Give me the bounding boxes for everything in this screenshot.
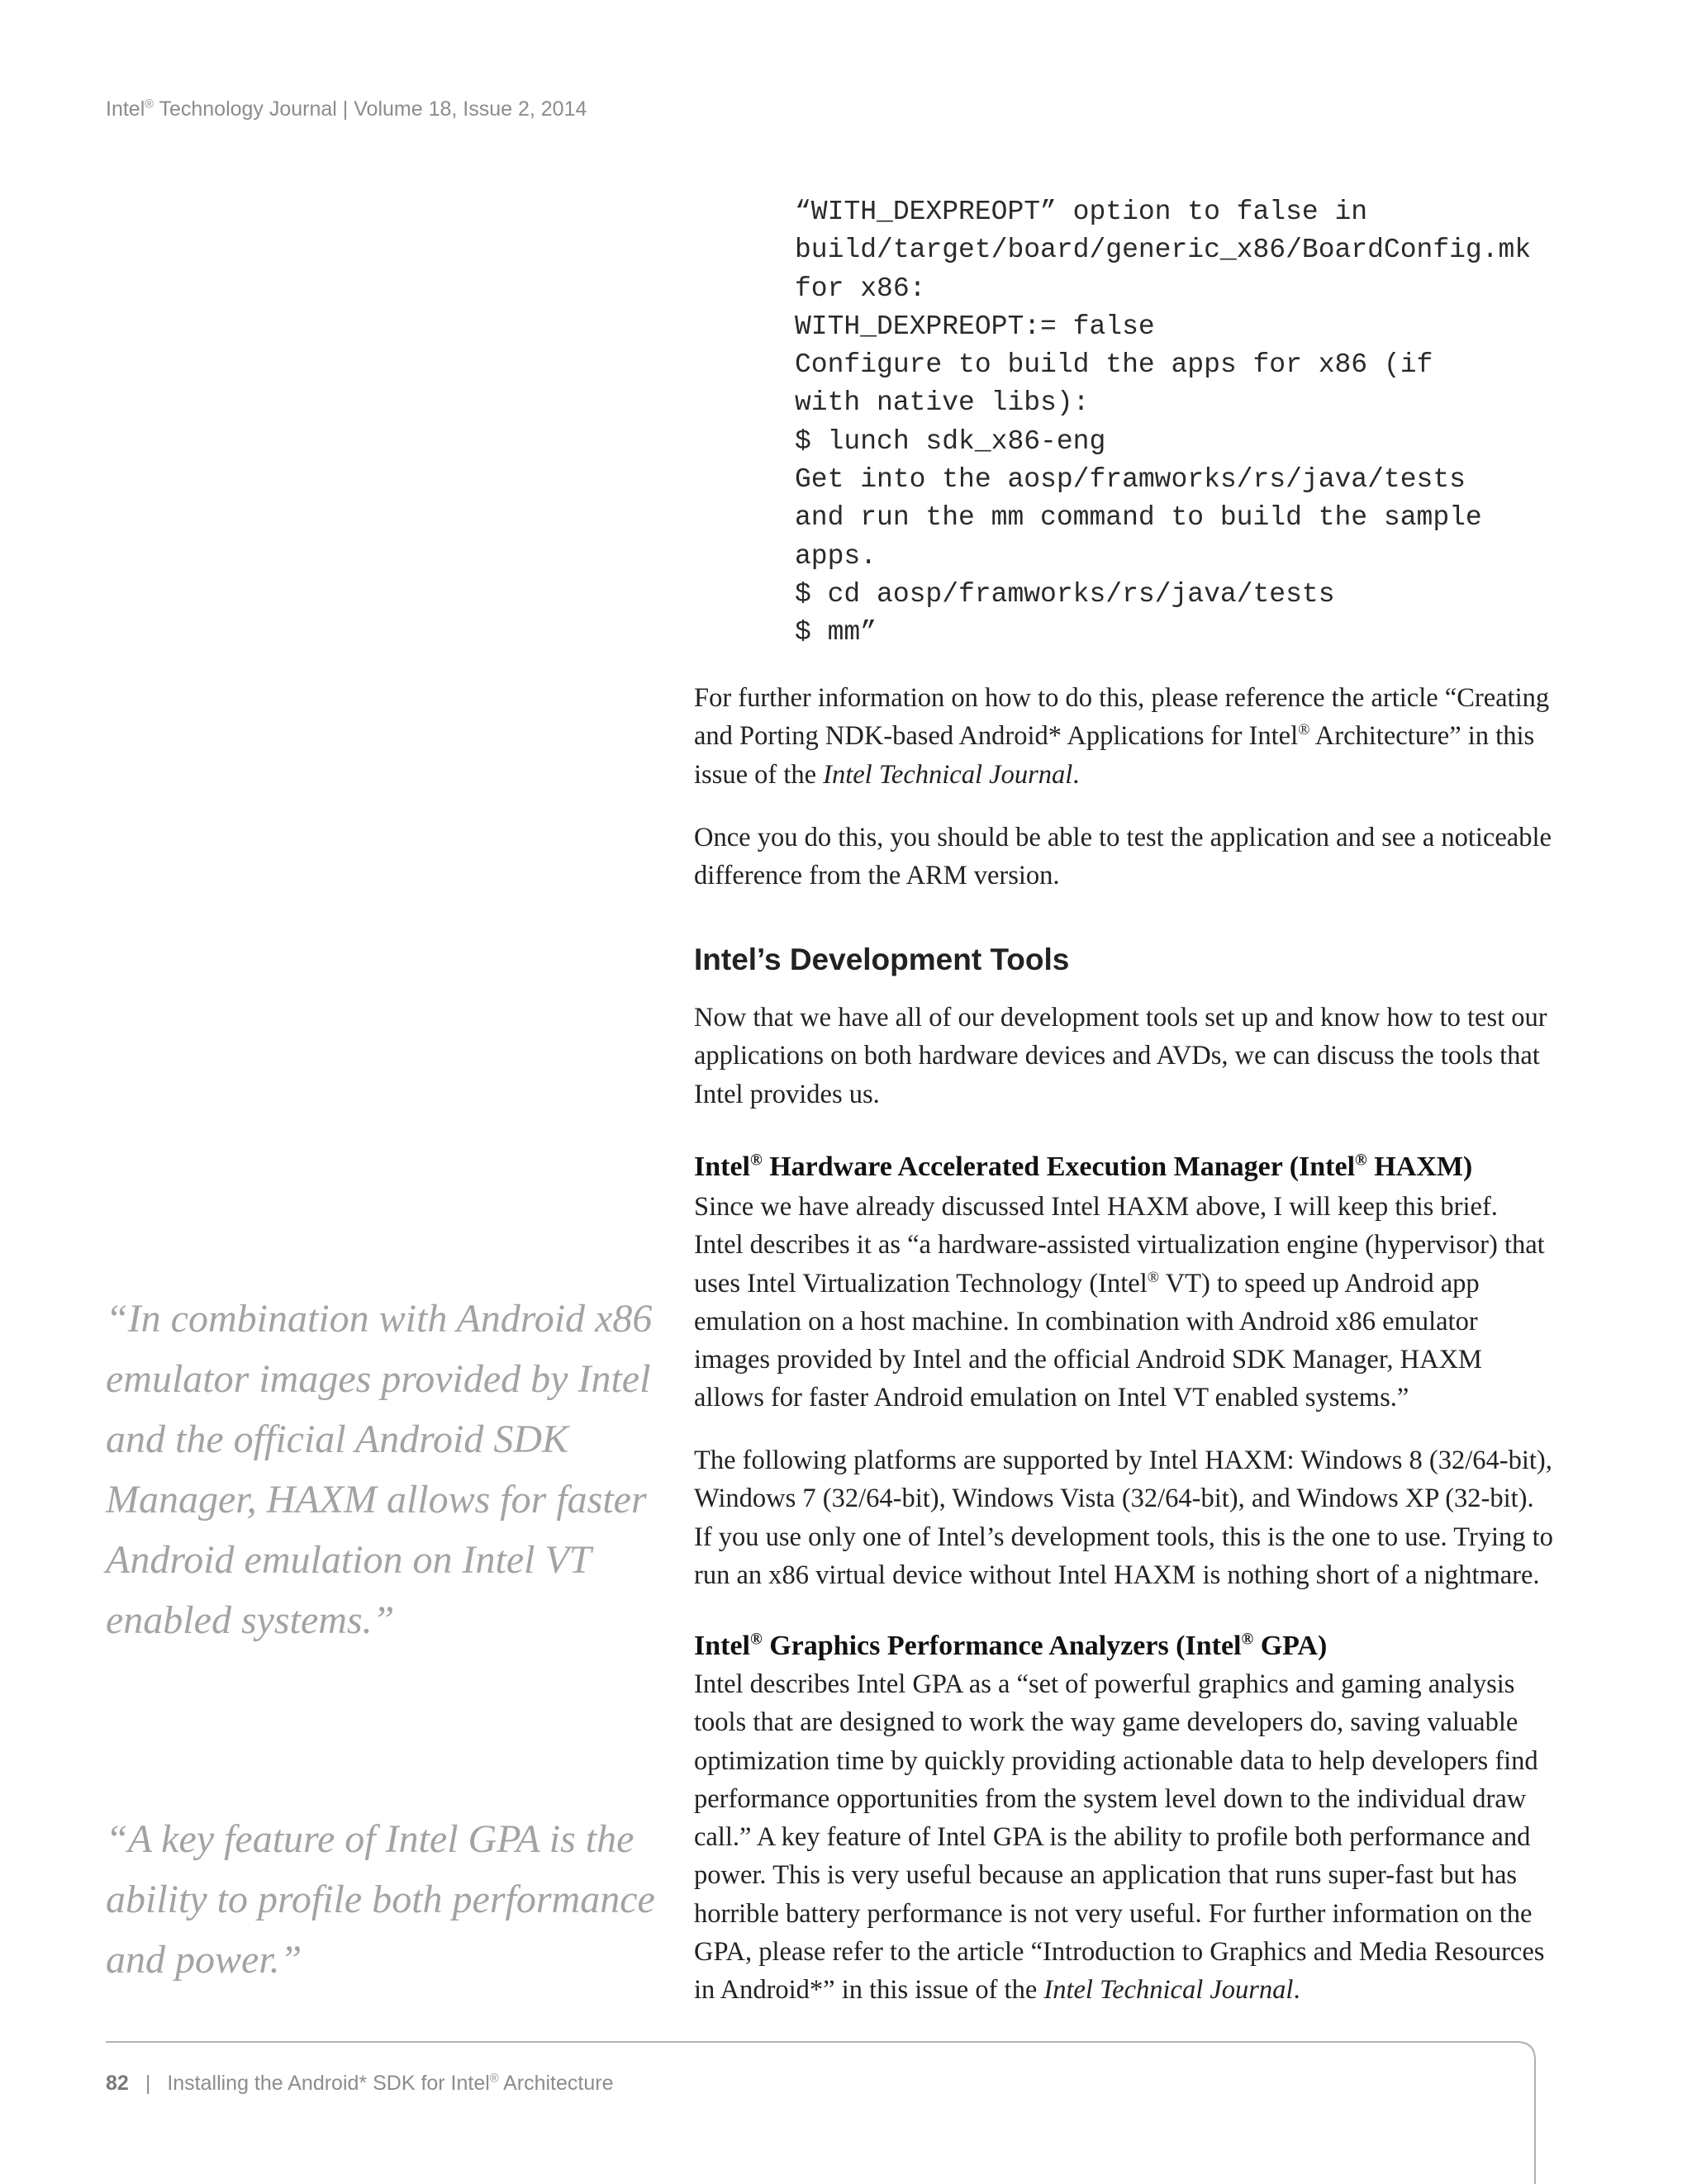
code-block: “WITH_DEXPREOPT” option to false in build/target/board/generic_x86/BoardConfig.mk for x86: WITH_DEXPREOPT:= false Configure to build the apps for x86 (if with native libs): $ lunch sdk_x86-eng Get into the aosp/framworks/rs/java/tests and run the mm command to build the sample apps. $ cd aosp/framworks/rs/java/tests $ mm” (795, 197, 1532, 648)
running-header: Intel® Technology Journal | Volume 18, Issue 2, 2014 (106, 97, 587, 121)
subheading-haxm: Intel® Hardware Accelerated Execution Manager (Intel® HAXM) (694, 1151, 1473, 1182)
journal-name: Intel Technical Journal (823, 759, 1073, 790)
paragraph-further-info: For further information on how to do this, please reference the article “Creating and Porting NDK-based Android* Applications for Intel® Architecture” in this issue of the Intel Technical Journal. (694, 683, 1550, 790)
paragraph-intro-tools: Now that we have all of our development tools set up and know how to test our applications on both hardware devices and AVDs, we can discuss the tools that Intel provides us. (694, 1003, 1547, 1109)
subheading-gpa: Intel® Graphics Performance Analyzers (Intel® GPA) (694, 1630, 1328, 1661)
journal-name: Intel Technical Journal (1043, 1975, 1294, 2006)
page-number: 82 (106, 2072, 129, 2095)
section-heading: Intel’s Development Tools (694, 942, 1070, 976)
paragraph-test-application: Once you do this, you should be able to test the application and see a noticeable difference from the ARM version. (694, 823, 1552, 891)
paragraph-gpa-description: Intel describes Intel GPA as a “set of powerful graphics and gaming analysis tools that are designed to work the way game developers do, saving valuable optimization time by quickly providing actionable data to help developers find performance opportunities from the system level down to the individual draw call.” A key feature of Intel GPA is the ability to profile both performance and power. This is very useful because an application that runs super-fast but has horrible battery performance is not very useful. For further information on the GPA, please refer to the article “Introduction to Graphics and Media Resources in Android*” in this issue of the Intel Technical Journal. (694, 1669, 1545, 2006)
running-footer: 82 | Installing the Android* SDK for Intel® Architecture (106, 2072, 614, 2095)
pull-quote-gpa: “A key feature of Intel GPA is the ability to profile both performance and power.” (106, 1817, 655, 1982)
paragraph-haxm-platforms: The following platforms are supported by Intel HAXM: Windows 8 (32/64-bit), Windows 7 (32/64-bit), Windows Vista (32/64-bit), and Windows XP (32-bit). If you use only one of Intel’s development tools, this is the one to use. Trying to run an x86 virtual device without Intel HAXM is nothing short of a nightmare. (694, 1446, 1553, 1590)
paragraph-haxm-description: Since we have already discussed Intel HAXM above, I will keep this brief. Intel describes it as “a hardware-assisted virtualization engine (hypervisor) that uses Intel Virtualization Technology (Intel® VT) to speed up Android app emulation on a host machine. In combination with Android x86 emulator images provided by Intel and the official Android SDK Manager, HAXM allows for faster Android emulation on Intel VT enabled systems.” (694, 1192, 1545, 1413)
pull-quote-haxm: “In combination with Android x86 emulator images provided by Intel and the official Android SDK Manager, HAXM allows for faster Android emulation on Intel VT enabled systems.” (106, 1297, 653, 1642)
